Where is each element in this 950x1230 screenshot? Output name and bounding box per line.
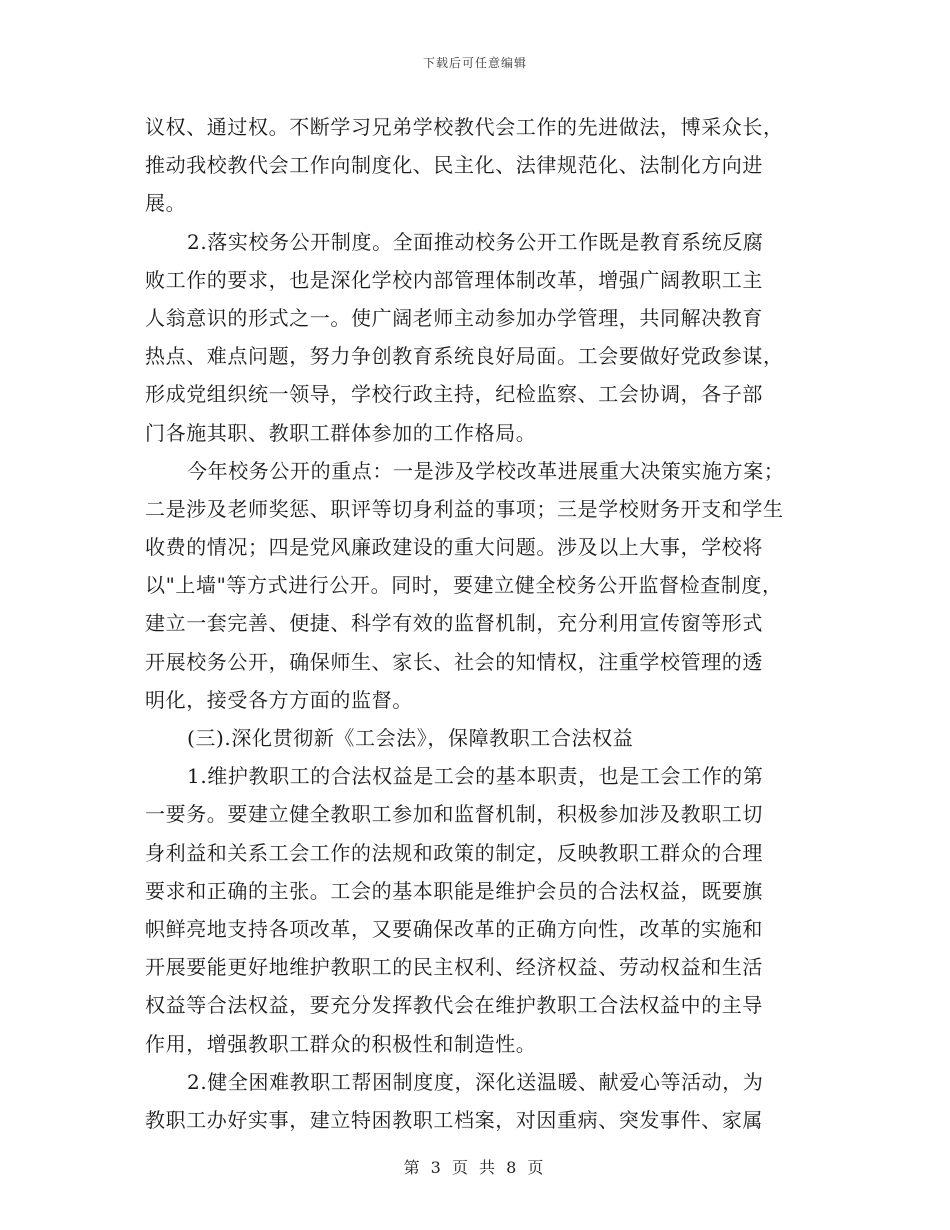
text-line: 今年校务公开的重点：一是涉及学校改革进展重大决策实施方案； bbox=[187, 458, 785, 483]
text-line: 展。 bbox=[145, 191, 187, 216]
text-line: 一要务。要建立健全教职工参加和监督机制，积极参加涉及教职工切 bbox=[145, 802, 763, 827]
text-line: 2.落实校务公开制度。全面推动校务公开工作既是教育系统反腐 bbox=[187, 229, 764, 254]
text-line: 要求和正确的主张。工会的基本职能是维护会员的合法权益，既要旗 bbox=[145, 878, 763, 903]
text-line: 热点、难点问题，努力争创教育系统良好局面。工会要做好党政参谋， bbox=[145, 344, 784, 369]
section-heading: (三).深化贯彻新《工会法》，保障教职工合法权益 bbox=[187, 726, 634, 750]
text-line: 收费的情况；四是党风廉政建设的重大问题。涉及以上大事，学校将 bbox=[145, 535, 763, 560]
text-line: 人翁意识的形式之一。使广阔老师主动参加办学管理，共同解决教育 bbox=[145, 305, 763, 330]
text-line: 开展校务公开，确保师生、家长、社会的知情权，注重学校管理的透 bbox=[145, 649, 763, 674]
text-line: 以"上墙"等方式进行公开。同时，要建立健全校务公开监督检查制度， bbox=[145, 573, 783, 598]
text-line: 帜鲜亮地支持各项改革，又要确保改革的正确方向性，改革的实施和 bbox=[145, 916, 763, 941]
text-line: 议权、通过权。不断学习兄弟学校教代会工作的先进做法，博采众长， bbox=[145, 115, 784, 139]
text-line: 二是涉及老师奖惩、职评等切身利益的事项；三是学校财务开支和学生 bbox=[145, 496, 784, 521]
text-line: 建立一套完善、便捷、科学有效的监督机制，充分利用宣传窗等形式 bbox=[145, 611, 763, 636]
page-number-footer: 第 3 页 共 8 页 bbox=[403, 1158, 547, 1177]
text-line: 1.维护教职工的合法权益是工会的基本职责，也是工会工作的第 bbox=[187, 764, 764, 789]
text-line: 门各施其职、教职工群体参加的工作格局。 bbox=[145, 420, 537, 445]
text-line: 败工作的要求，也是深化学校内部管理体制改革，增强广阔教职工主 bbox=[145, 267, 763, 292]
header-note: 下载后可任意编辑 bbox=[422, 56, 527, 70]
document-body bbox=[145, 112, 805, 1143]
text-line: 权益等合法权益，要充分发挥教代会在维护教职工合法权益中的主导 bbox=[145, 993, 763, 1018]
text-line: 推动我校教代会工作向制度化、民主化、法律规范化、法制化方向进 bbox=[145, 153, 763, 178]
text-line: 明化，接受各方方面的监督。 bbox=[145, 687, 413, 712]
text-line: 开展要能更好地维护教职工的民主权利、经济权益、劳动权益和生活 bbox=[145, 955, 763, 980]
text-line: 作用，增强教职工群众的积极性和制造性。 bbox=[145, 1031, 537, 1056]
text-line: 形成党组织统一领导，学校行政主持，纪检监察、工会协调，各子部 bbox=[145, 382, 763, 407]
text-line: 2.健全困难教职工帮困制度度，深化送温暖、献爱心等活动，为 bbox=[187, 1069, 764, 1094]
text-line: 教职工办好实事，建立特困教职工档案，对因重病、突发事件、家属 bbox=[145, 1107, 763, 1132]
text-line: 身利益和关系工会工作的法规和政策的制定，反映教职工群众的合理 bbox=[145, 840, 763, 865]
